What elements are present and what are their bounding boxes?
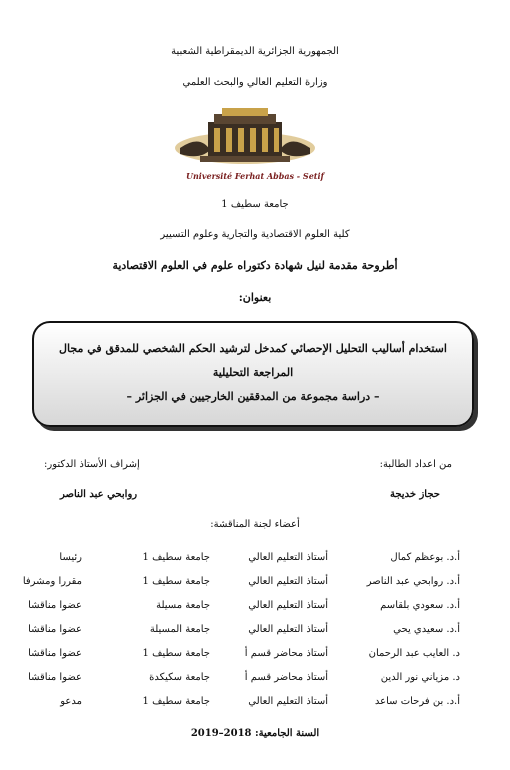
jury-member-university: جامعة سطيف 1: [142, 552, 210, 563]
jury-member-university: جامعة سكيكدة: [149, 672, 210, 683]
jury-label: أعضاء لجنة المناقشة:: [210, 519, 300, 530]
academic-year: [0, 728, 510, 739]
jury-row: [0, 696, 510, 718]
thesis-title-line-1: استخدام أساليب التحليل الإحصائي كمدخل لترشيد الحكم الشخصي للمدقق في مجال: [59, 342, 447, 355]
jury-member-name: أ.د. سعودي بلقاسم: [380, 600, 460, 611]
jury-member-rank: أستاذ التعليم العالي: [248, 600, 328, 611]
faculty-name: كلية العلوم الاقتصادية والتجارية وعلوم التسيير: [160, 229, 350, 240]
jury-row: [0, 576, 510, 598]
student-label: من اعداد الطالبة:: [379, 459, 452, 470]
jury-member-rank: أستاذ التعليم العالي: [248, 696, 328, 707]
degree-statement: أطروحة مقدمة لنيل شهادة دكتوراه علوم في العلوم الاقتصادية: [112, 259, 398, 272]
jury-member-university: جامعة سطيف 1: [142, 696, 210, 707]
jury-member-name: أ.د. بوعظم كمال: [390, 552, 460, 563]
student-name: حجاز خديجة: [389, 489, 440, 500]
thesis-title-box: [32, 321, 474, 427]
jury-member-rank: أستاذ محاضر قسم أ: [244, 672, 328, 683]
academic-year-label: السنة الجامعية:: [254, 728, 320, 739]
jury-member-role: عضوا مناقشا: [28, 600, 82, 611]
jury-row: [0, 624, 510, 646]
jury-member-rank: أستاذ التعليم العالي: [248, 576, 328, 587]
jury-member-rank: أستاذ محاضر قسم أ: [244, 648, 328, 659]
jury-member-university: جامعة سطيف 1: [142, 576, 210, 587]
jury-member-name: أ.د. سعيدي يحي: [393, 624, 460, 635]
jury-member-role: رئيسا: [59, 552, 82, 563]
university-name: جامعة سطيف 1: [221, 199, 289, 210]
jury-member-role: عضوا مناقشا: [28, 672, 82, 683]
thesis-title-line-2: المراجعة التحليلية: [212, 366, 294, 379]
jury-member-university: جامعة المسيلة: [149, 624, 210, 635]
university-name-latin: Université Ferhat Abbas - Setif: [186, 171, 324, 181]
jury-row: [0, 600, 510, 622]
academic-year-value: 2019–2018: [190, 728, 252, 739]
jury-member-role: عضوا مناقشا: [28, 648, 82, 659]
jury-member-university: جامعة مسيلة: [156, 600, 210, 611]
title-label: بعنوان:: [238, 291, 272, 304]
jury-row: [0, 552, 510, 574]
supervisor-label: إشراف الأستاذ الدكتور:: [44, 459, 140, 470]
jury-member-role: مقررا ومشرفا: [22, 576, 82, 587]
thesis-title-line-3: – دراسة مجموعة من المدققين الخارجيين في الجزائر –: [126, 390, 380, 403]
supervisor-name: روابحي عبد الناصر: [60, 489, 138, 500]
jury-member-rank: أستاذ التعليم العالي: [248, 552, 328, 563]
jury-row: [0, 672, 510, 694]
jury-member-role: مدعو: [60, 696, 82, 707]
ministry-heading: وزارة التعليم العالي والبحث العلمي: [182, 77, 328, 88]
jury-member-name: د. مزياني نور الدين: [380, 672, 460, 683]
jury-row: [0, 648, 510, 670]
jury-member-rank: أستاذ التعليم العالي: [248, 624, 328, 635]
jury-member-university: جامعة سطيف 1: [142, 648, 210, 659]
jury-member-name: أ.د. بن فرحات ساعد: [374, 696, 460, 707]
jury-member-name: أ.د. روابحي عبد الناصر: [366, 576, 460, 587]
jury-member-name: د. العايب عبد الرحمان: [368, 648, 460, 659]
republic-heading: الجمهورية الجزائرية الديمقراطية الشعبية: [171, 46, 339, 57]
jury-member-role: عضوا مناقشا: [28, 624, 82, 635]
